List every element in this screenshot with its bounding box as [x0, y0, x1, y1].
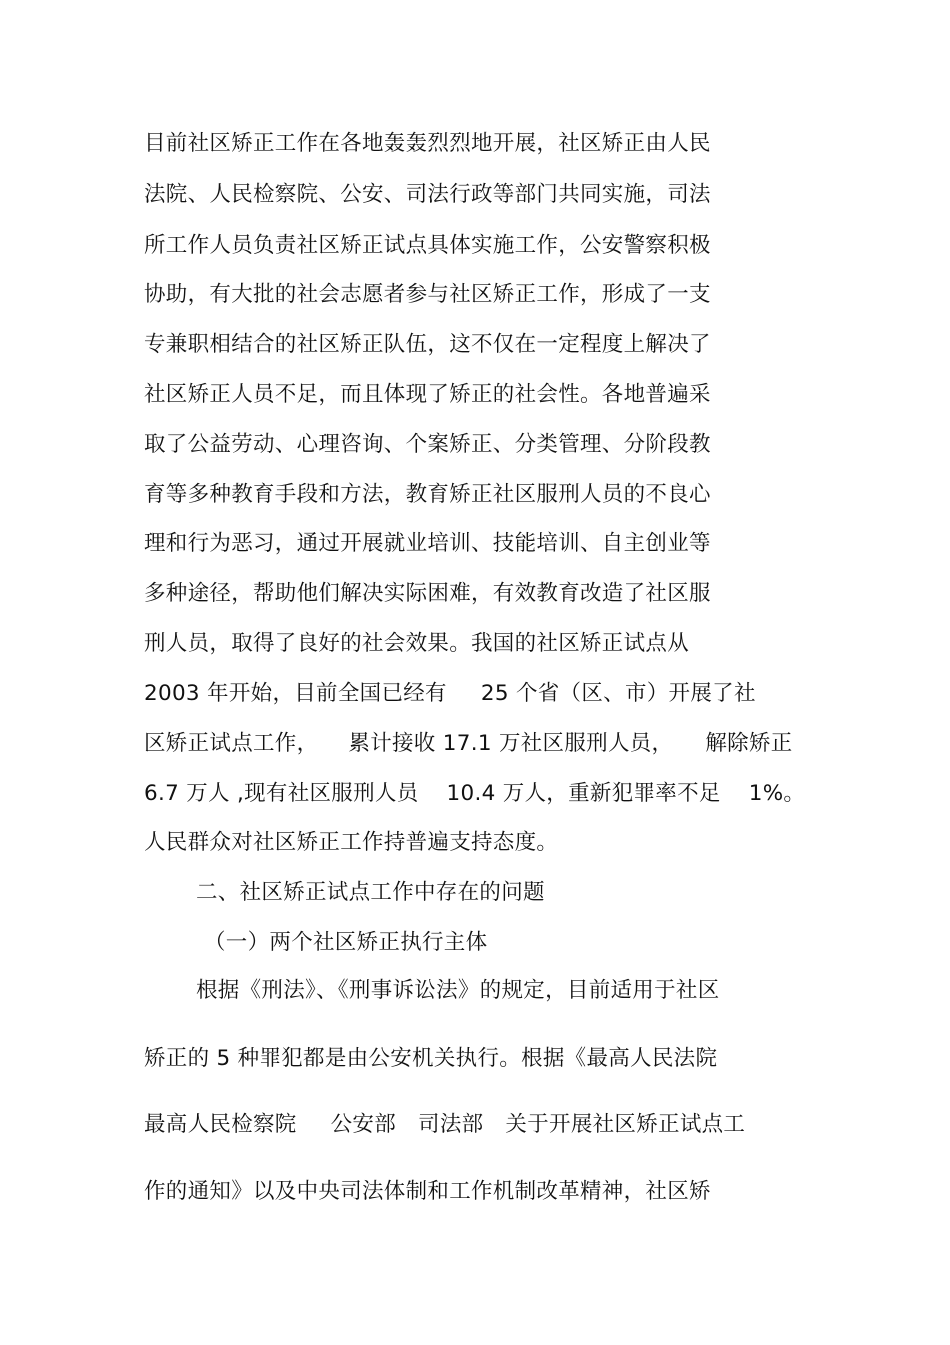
stats-line [144, 780, 805, 808]
notice-title: 关于开展社区矫正试点工 [505, 1112, 746, 1137]
paragraph-line: 所工作人员负责社区矫正试点具体实施工作，公安警察积极 [144, 233, 711, 258]
paragraph-line: 多种途径，帮助他们解决实际困难，有效教育改造了社区服 [144, 581, 711, 606]
subsection-heading: （一）两个社区矫正执行主体 [204, 930, 488, 955]
paragraph-line [144, 1111, 745, 1139]
paragraph-line: 专兼职相结合的社区矫正队伍，这不仅在一定程度上解决了 [144, 332, 711, 357]
section-heading: 二、社区矫正试点工作中存在的问题 [196, 880, 545, 905]
agency-name: 最高人民检察院 [144, 1112, 297, 1137]
paragraph-line: 法院、人民检察院、公安、司法行政等部门共同实施，司法 [144, 182, 711, 207]
stats-line [144, 730, 793, 758]
stats-text: 累计接收 17.1 万社区服刑人员， [348, 731, 674, 756]
paragraph-line: 理和行为恶习，通过开展就业培训、技能培训、自主创业等 [144, 531, 711, 556]
paragraph-line: 人民群众对社区矫正工作持普遍支持态度。 [144, 830, 559, 855]
paragraph-line: 目前社区矫正工作在各地轰轰烈烈地开展，社区矫正由人民 [144, 131, 711, 156]
stats-text: 2003 年开始，目前全国已经有 [144, 681, 447, 706]
agency-name: 司法部 [418, 1112, 484, 1137]
agency-name: 公安部 [330, 1112, 397, 1137]
stats-text: 区矫正试点工作， [144, 731, 319, 756]
stats-text: 解除矫正 [705, 731, 793, 756]
paragraph-line: 社区矫正人员不足，而且体现了矫正的社会性。各地普遍采 [144, 382, 711, 407]
paragraph-line: 刑人员，取得了良好的社会效果。我国的社区矫正试点从 [144, 631, 690, 656]
paragraph-line: 作的通知》以及中央司法体制和工作机制改革精神，社区矫 [144, 1179, 711, 1204]
paragraph-line: 根据《刑法》、《刑事诉讼法》的规定，目前适用于社区 [196, 978, 720, 1003]
stats-text: 1%。 [748, 781, 806, 806]
paragraph-line: 取了公益劳动、心理咨询、个案矫正、分类管理、分阶段教 [144, 432, 711, 457]
paragraph-line: 矫正的 5 种罪犯都是由公安机关执行。根据《最高人民法院 [144, 1046, 718, 1071]
stats-text: 10.4 万人，重新犯罪率不足 [446, 781, 721, 806]
paragraph-line: 育等多种教育手段和方法，教育矫正社区服刑人员的不良心 [144, 482, 711, 507]
stats-line [144, 680, 756, 708]
stats-text: 6.7 万人 ,现有社区服刑人员 [144, 781, 419, 806]
stats-text: 25 个省（区、市）开展了社 [480, 681, 756, 706]
paragraph-line: 协助，有大批的社会志愿者参与社区矫正工作，形成了一支 [144, 282, 711, 307]
